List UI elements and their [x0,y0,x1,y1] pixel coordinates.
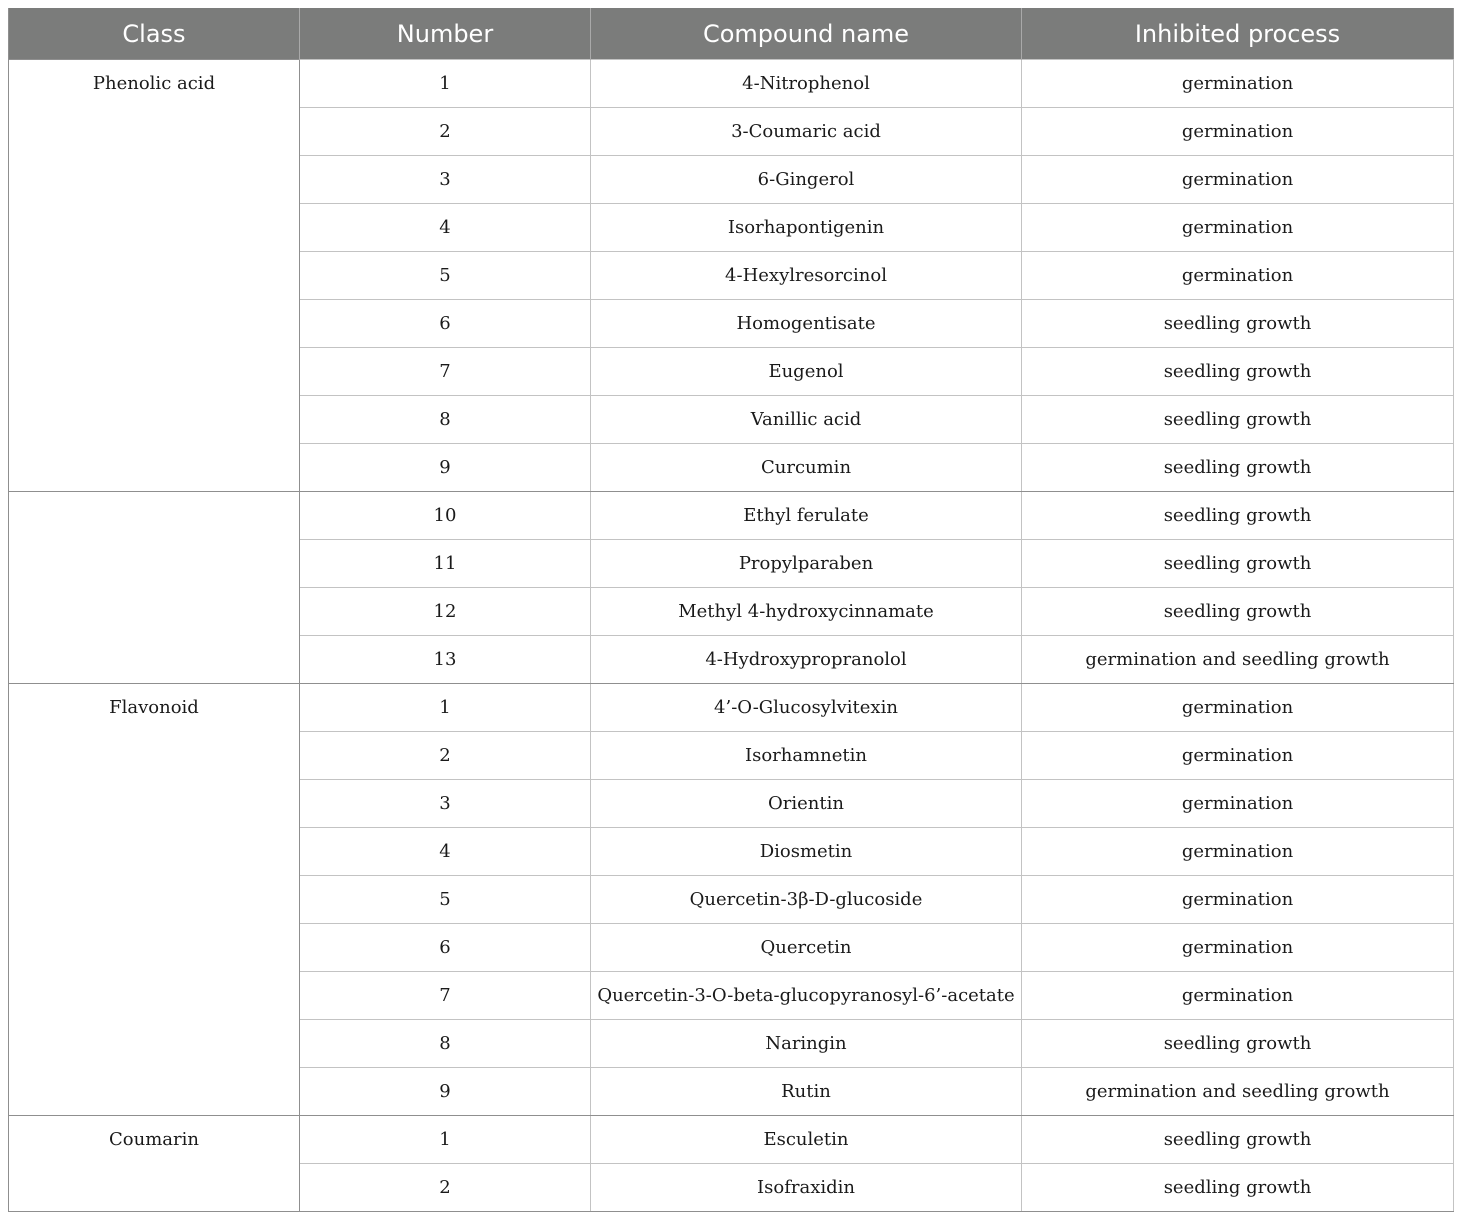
number-cell: 6 [300,924,591,972]
table-row [9,60,1454,108]
inhibited-process-cell: germination and seedling growth [1022,636,1454,684]
table-row [9,684,1454,732]
compound-name-cell: Propylparaben [591,540,1022,588]
class-cell: Coumarin [9,1116,300,1212]
inhibited-process-cell: germination [1022,108,1454,156]
inhibited-process-cell: seedling growth [1022,492,1454,540]
number-cell: 9 [300,1068,591,1116]
compound-name-cell: Homogentisate [591,300,1022,348]
header-number: Number [300,8,591,60]
table-row [9,1116,1454,1164]
class-cell: Flavonoid [9,684,300,1116]
number-cell: 1 [300,1116,591,1164]
number-cell: 12 [300,588,591,636]
compound-name-cell: Orientin [591,780,1022,828]
inhibited-process-cell: germination [1022,252,1454,300]
class-cell [9,492,300,684]
inhibited-process-cell: germination [1022,60,1454,108]
compound-name-cell: Quercetin [591,924,1022,972]
inhibited-process-cell: germination [1022,972,1454,1020]
number-cell: 4 [300,828,591,876]
compound-name-cell: Isorhapontigenin [591,204,1022,252]
inhibited-process-cell: germination [1022,876,1454,924]
inhibited-process-cell: seedling growth [1022,396,1454,444]
number-cell: 3 [300,156,591,204]
inhibited-process-cell: seedling growth [1022,1164,1454,1212]
table-body [9,60,1454,1212]
number-cell: 2 [300,108,591,156]
compound-name-cell: Naringin [591,1020,1022,1068]
number-cell: 1 [300,60,591,108]
number-cell: 6 [300,300,591,348]
compound-name-cell: Quercetin-3β-D-glucoside [591,876,1022,924]
table-header [9,8,1454,60]
inhibited-process-cell: seedling growth [1022,1020,1454,1068]
compound-name-cell: Methyl 4-hydroxycinnamate [591,588,1022,636]
number-cell: 9 [300,444,591,492]
compound-name-cell: Diosmetin [591,828,1022,876]
header-class: Class [9,8,300,60]
compound-name-cell: 4-Nitrophenol [591,60,1022,108]
number-cell: 13 [300,636,591,684]
number-cell: 8 [300,396,591,444]
compound-name-cell: 6-Gingerol [591,156,1022,204]
number-cell: 2 [300,732,591,780]
inhibited-process-cell: seedling growth [1022,300,1454,348]
compound-name-cell: Curcumin [591,444,1022,492]
inhibited-process-cell: seedling growth [1022,588,1454,636]
inhibited-process-cell: seedling growth [1022,444,1454,492]
number-cell: 4 [300,204,591,252]
inhibited-process-cell: seedling growth [1022,540,1454,588]
compound-name-cell: Rutin [591,1068,1022,1116]
header-inhibited-process: Inhibited process [1022,8,1454,60]
inhibited-process-cell: seedling growth [1022,348,1454,396]
inhibited-process-cell: germination [1022,780,1454,828]
inhibited-process-cell: germination [1022,732,1454,780]
compound-name-cell: 4-Hydroxypropranolol [591,636,1022,684]
number-cell: 2 [300,1164,591,1212]
compound-name-cell: Isorhamnetin [591,732,1022,780]
compound-name-cell: Ethyl ferulate [591,492,1022,540]
header-row [9,8,1454,60]
inhibited-process-cell: germination [1022,924,1454,972]
number-cell: 5 [300,252,591,300]
number-cell: 7 [300,972,591,1020]
compound-name-cell: Vanillic acid [591,396,1022,444]
compound-name-cell: Eugenol [591,348,1022,396]
compound-name-cell: Quercetin-3-O-beta-glucopyranosyl-6’-acetate [591,972,1022,1020]
compound-table [8,8,1454,1212]
compound-name-cell: 3-Coumaric acid [591,108,1022,156]
header-compound-name: Compound name [591,8,1022,60]
number-cell: 7 [300,348,591,396]
inhibited-process-cell: germination [1022,204,1454,252]
inhibited-process-cell: germination [1022,828,1454,876]
number-cell: 3 [300,780,591,828]
number-cell: 8 [300,1020,591,1068]
table-row [9,492,1454,540]
number-cell: 11 [300,540,591,588]
number-cell: 1 [300,684,591,732]
number-cell: 10 [300,492,591,540]
inhibited-process-cell: seedling growth [1022,1116,1454,1164]
inhibited-process-cell: germination [1022,156,1454,204]
inhibited-process-cell: germination [1022,684,1454,732]
compound-table-container [8,8,1453,1212]
compound-name-cell: Isofraxidin [591,1164,1022,1212]
compound-name-cell: 4’-O-Glucosylvitexin [591,684,1022,732]
class-cell: Phenolic acid [9,60,300,492]
inhibited-process-cell: germination and seedling growth [1022,1068,1454,1116]
compound-name-cell: 4-Hexylresorcinol [591,252,1022,300]
compound-name-cell: Esculetin [591,1116,1022,1164]
number-cell: 5 [300,876,591,924]
